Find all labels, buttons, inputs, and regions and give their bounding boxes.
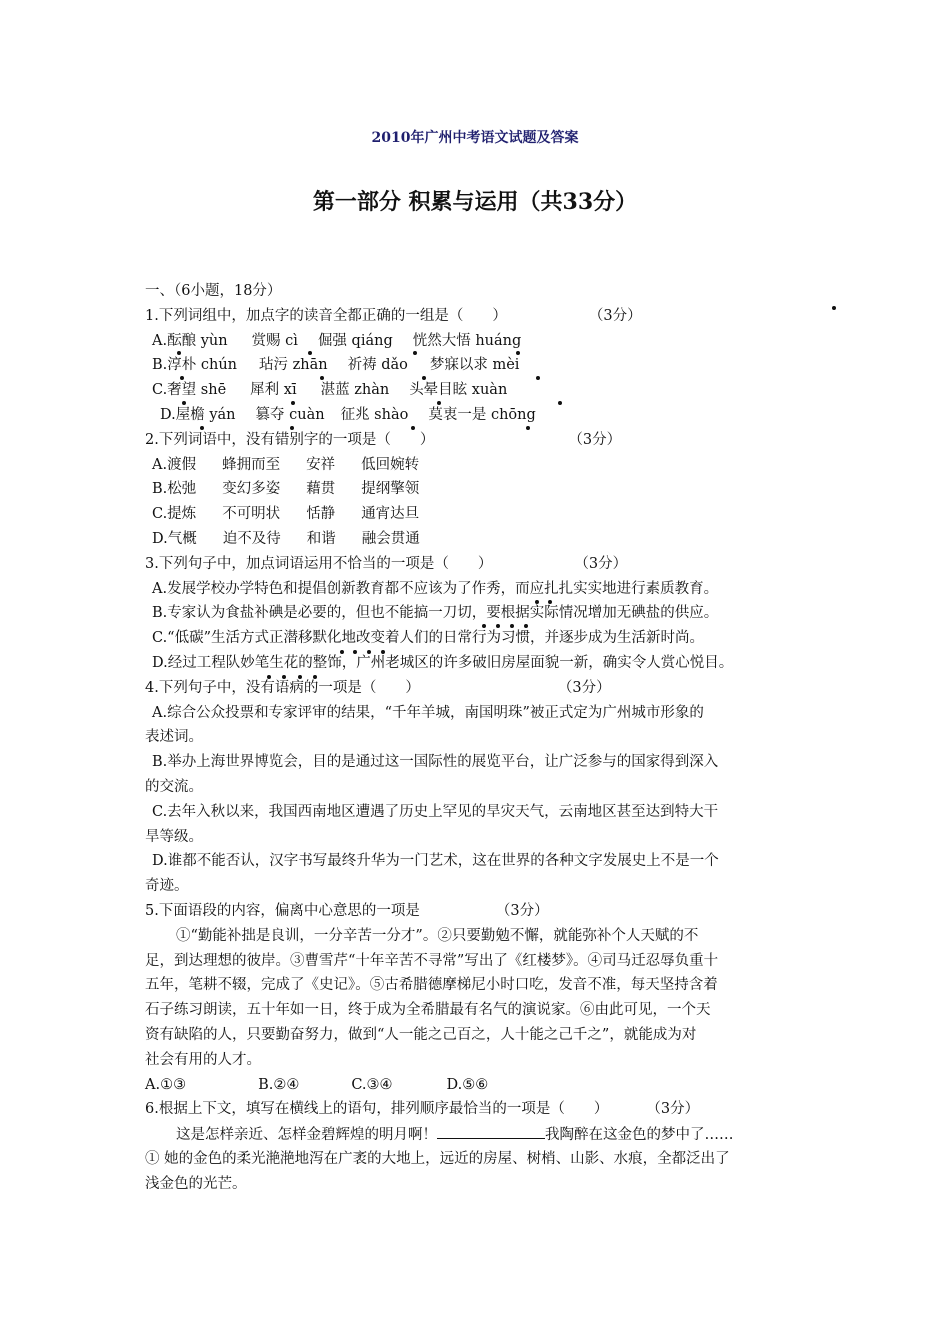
q5-option-b: B.②④	[258, 1076, 300, 1093]
q5-option-c: C.③④	[351, 1076, 393, 1093]
q6-item-1-line1: ① 她的金色的柔光滟滟地泻在广袤的大地上，远近的房屋、树梢、山影、水痕，全都泛出了	[145, 1150, 730, 1167]
q5-options	[145, 1073, 815, 1098]
emphasis-dot	[510, 624, 514, 628]
q4-stem-line	[145, 676, 815, 701]
q6-lead-after: 我陶醉在这金色的梦中了……	[545, 1127, 734, 1144]
q3-stem-line	[145, 552, 815, 577]
q2-option-c	[145, 502, 815, 527]
q6-item-1-line2: 浅金色的光芒。	[145, 1175, 247, 1192]
q4-option-a-line1: A.综合公众投票和专家评审的结果，“千年羊城，南国明珠”被正式定为广州城市形象的	[152, 704, 704, 721]
q1-b-2: 玷污 zhān	[259, 357, 328, 374]
q2-d-4: 融会贯通	[361, 530, 420, 547]
q4-option-a-line2: 表述词。	[145, 729, 203, 746]
q1-d-3: 征兆 shào	[340, 406, 409, 423]
q1-c-1: C.奢望 shē	[152, 382, 227, 399]
q5-option-a: A.①③	[145, 1076, 187, 1093]
q5-passage-line: ①“勤能补拙是良训，一分辛苦一分才”。②只要勤勉不懈，就能弥补个人天赋的不	[176, 927, 699, 944]
emphasis-dot	[832, 306, 836, 310]
q1-stem-line	[145, 304, 815, 329]
q5-stem-line	[145, 899, 815, 924]
q1-a-3: 倔强 qiáng	[317, 332, 393, 349]
q1-a-2: 赏赐 cì	[251, 332, 298, 349]
q1-d-4: 莫衷一是 chōng	[428, 406, 536, 423]
q1-option-d	[145, 403, 815, 428]
emphasis-dot	[535, 600, 539, 604]
q2-a-4: 低回婉转	[361, 456, 420, 473]
emphasis-dot	[282, 675, 286, 679]
q2-a-2: 蜂拥而至	[222, 456, 281, 473]
q1-c-3: 湛蓝 zhàn	[320, 382, 390, 399]
q1-a-1: A.酝酿 yùn	[152, 332, 228, 349]
q3-score: （3分）	[574, 555, 628, 572]
emphasis-dot	[411, 426, 415, 430]
emphasis-dot	[482, 624, 486, 628]
section-header: 一、（6小题，18分）	[145, 283, 282, 299]
q3-option-a: A.发展学校办学特色和提倡创新教育都不应该为了作秀，而应扎扎实实地进行素质教育。	[152, 580, 719, 597]
q2-c-4: 通宵达旦	[361, 506, 420, 523]
q1-c-4: 头晕目眩 xuàn	[409, 382, 508, 399]
q6-stem: 6.根据上下文，填写在横线上的语句，排列顺序最恰当的一项是（ ）	[145, 1101, 609, 1118]
emphasis-dot	[413, 351, 417, 355]
q5-stem: 5.下面语段的内容，偏离中心意思的一项是	[145, 902, 420, 919]
emphasis-dot	[367, 650, 371, 654]
q2-d-2: 迫不及待	[222, 530, 281, 547]
q2-d-3: 和谐	[306, 530, 336, 547]
emphasis-dot	[182, 401, 186, 405]
q4-option-d-line1: D.谁都不能否认，汉字书写最终升华为一门艺术，这在世界的各种文字发展史上不是一个	[152, 853, 719, 870]
q5-option-d: D.⑤⑥	[446, 1076, 489, 1093]
q5-score: （3分）	[495, 902, 549, 919]
q2-stem: 2.下列词语中，没有错别字的一项是（ ）	[145, 431, 435, 448]
emphasis-dot	[381, 650, 385, 654]
q6-stem-line	[145, 1097, 815, 1122]
q2-score: （3分）	[568, 431, 622, 448]
emphasis-dot	[308, 351, 312, 355]
q5-passage-line: 石子练习朗读，五十年如一日，终于成为全希腊最有名气的演说家。⑥由此可见，一个天	[145, 1002, 711, 1019]
q4-option-d-line2: 奇迹。	[145, 878, 189, 895]
document-title: 2010年广州中考语文试题及答案	[371, 130, 579, 146]
q1-d-2: 篡夺 cuàn	[255, 406, 325, 423]
q4-option-b-line2: 的交流。	[145, 778, 203, 795]
question-body	[145, 279, 815, 1196]
q1-d-1: D.屋檐 yán	[160, 406, 236, 423]
q2-c-1: C.提炼	[152, 506, 197, 523]
emphasis-dot	[524, 624, 528, 628]
emphasis-dot	[548, 600, 552, 604]
q5-passage-line: 足，到达理想的彼岸。③曹雪芹“十年辛苦不寻常”写出了《红楼梦》。④司马迁忍辱负重十	[145, 952, 719, 969]
emphasis-dot	[558, 401, 562, 405]
q1-a-4: 恍然大悟 huáng	[412, 332, 522, 349]
emphasis-dot	[526, 426, 530, 430]
emphasis-dot	[437, 401, 441, 405]
q1-c-2: 犀利 xī	[250, 382, 297, 399]
q6-score: （3分）	[646, 1101, 700, 1118]
emphasis-dot	[536, 376, 540, 380]
q4-option-c-line2: 旱等级。	[145, 828, 203, 845]
q1-b-3: 祈祷 dǎo	[347, 357, 408, 374]
emphasis-dot	[180, 376, 184, 380]
emphasis-dot	[496, 624, 500, 628]
q2-stem-line	[145, 428, 815, 453]
q1-option-c	[145, 378, 815, 403]
q1-option-a	[145, 329, 815, 354]
emphasis-dot	[516, 351, 520, 355]
q1-score: （3分）	[588, 307, 642, 324]
emphasis-dot	[422, 376, 426, 380]
emphasis-dot	[290, 426, 294, 430]
q2-d-1: D.气概	[152, 530, 197, 547]
emphasis-dot	[200, 426, 204, 430]
emphasis-dot	[353, 650, 357, 654]
emphasis-dot	[291, 401, 295, 405]
q2-a-1: A.渡假	[152, 456, 197, 473]
q6-lead-before: 这是怎样亲近、怎样金碧辉煌的明月啊！	[176, 1127, 437, 1144]
q5-passage-line: 社会有用的人才。	[145, 1051, 261, 1068]
q3-option-c: C.“低碳”生活方式正潜移默化地改变着人们的日常行为习惯，并逐步成为生活新时尚。	[152, 630, 705, 647]
q4-option-c-line1: C.去年入秋以来，我国西南地区遭遇了历史上罕见的旱灾天气，云南地区甚至达到特大干	[152, 803, 719, 820]
q4-stem: 4.下列句子中，没有语病的一项是（ ）	[145, 679, 420, 696]
q2-b-4: 提纲擎领	[361, 481, 420, 498]
q3-stem: 3.下列句子中，加点词语运用不恰当的一项是（ ）	[145, 555, 493, 572]
q3-option-d: D.经过工程队妙笔生花的整饰，广州老城区的许多破旧房屋面貌一新，确实令人赏心悦目。	[152, 654, 734, 671]
q6-lead-line	[145, 1122, 815, 1147]
q2-b-2: 变幻多姿	[222, 481, 281, 498]
q2-c-3: 恬静	[306, 506, 336, 523]
q2-a-3: 安祥	[306, 456, 336, 473]
q1-stem: 1.下列词组中，加点字的读音全都正确的一组是（ ）	[145, 307, 507, 324]
emphasis-dot	[298, 675, 302, 679]
q2-option-b	[145, 477, 815, 502]
emphasis-dot	[177, 351, 181, 355]
part-title: 第一部分 积累与运用（共33分）	[312, 189, 638, 215]
q2-b-3: 藉贯	[306, 481, 336, 498]
q2-option-a	[145, 453, 815, 478]
q5-passage-line: 资有缺陷的人，只要勤奋努力，做到“人一能之己百之，人十能之己千之”，就能成为对	[145, 1026, 697, 1043]
q1-b-4: 梦寐以求 mèi	[429, 357, 520, 374]
q2-option-d	[145, 527, 815, 552]
emphasis-dot	[340, 650, 344, 654]
q6-answer-blank[interactable]	[437, 1122, 545, 1139]
q4-option-b-line1: B.举办上海世界博览会，目的是通过这一国际性的展览平台，让广泛参与的国家得到深入	[152, 754, 719, 771]
emphasis-dot	[267, 675, 271, 679]
q3-option-b: B.专家认为食盐补碘是必要的，但也不能搞一刀切，要根据实际情况增加无碘盐的供应。	[152, 605, 719, 622]
emphasis-dot	[320, 376, 324, 380]
q2-b-1: B.松弛	[152, 481, 197, 498]
q1-option-b	[145, 353, 815, 378]
q4-score: （3分）	[557, 679, 611, 696]
q1-b-1: B.淳朴 chún	[152, 357, 238, 374]
q5-passage-line: 五年，笔耕不辍，完成了《史记》。⑤古希腊德摩梯尼小时口吃，发音不准，每天坚持含着	[145, 977, 718, 994]
q2-c-2: 不可明状	[222, 506, 281, 523]
emphasis-dot	[313, 675, 317, 679]
